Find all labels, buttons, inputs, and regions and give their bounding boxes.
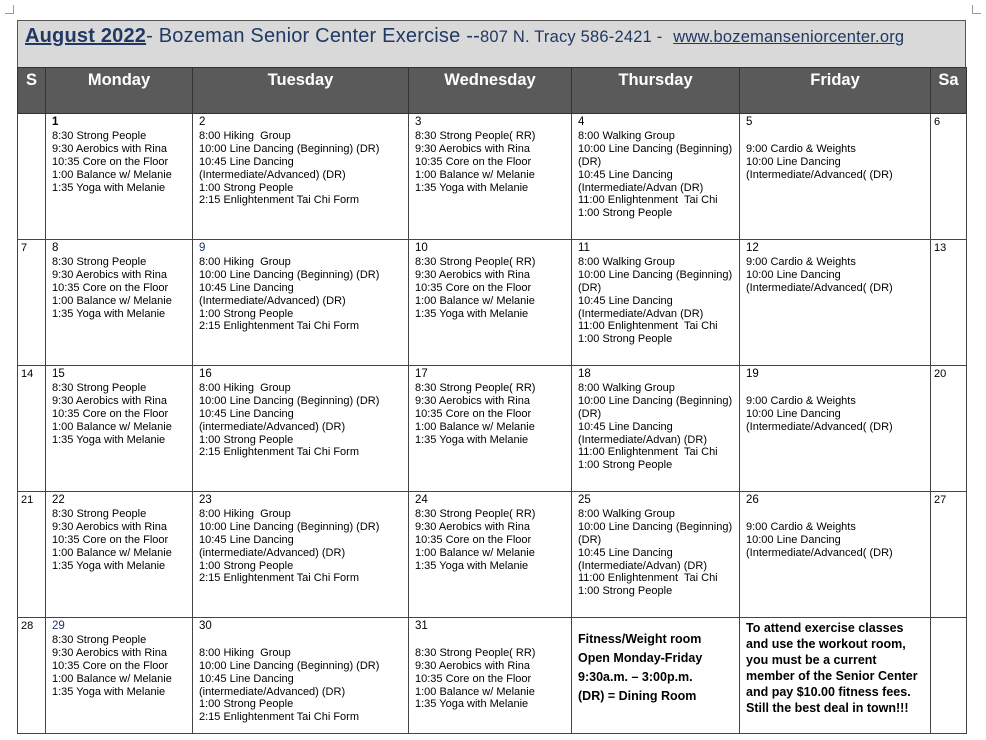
day-cell [193, 240, 409, 366]
class-entry: 8:30 Strong People( RR) [415, 381, 536, 394]
day-number: 31 [415, 620, 428, 632]
class-entry: 10:00 Line Dancing (Beginning) [578, 268, 733, 281]
class-entry: 8:00 Hiking Group [199, 129, 291, 142]
week-row [18, 114, 967, 240]
class-entry: 10:45 Line Dancing [199, 155, 294, 168]
day-number: 2 [199, 116, 206, 128]
class-entry [199, 634, 404, 647]
class-entry: 11:00 Enlightenment Tai Chi [578, 320, 718, 333]
day-cell [572, 492, 740, 618]
day-number: 20 [934, 368, 947, 380]
class-entry: 1:00 Balance w/ Melanie [52, 294, 172, 307]
day-number: 12 [746, 242, 759, 254]
class-entry: 10:35 Core on the Floor [52, 407, 169, 420]
day-number: 22 [52, 494, 65, 506]
class-entry: 1:00 Strong People [199, 307, 294, 320]
class-entry: 9:30 Aerobics with Rina [415, 142, 530, 155]
title-month: August 2022 [25, 25, 147, 47]
note-line: Fitness/Weight room [578, 632, 702, 646]
class-entry: 1:35 Yoga with Melanie [52, 307, 166, 320]
day-number: 4 [578, 116, 585, 128]
class-entry: 10:45 Line Dancing [578, 168, 673, 181]
header-sunday: S [18, 68, 46, 114]
class-entry: 10:45 Line Dancing [578, 546, 673, 559]
class-entry: 1:00 Balance w/ Melanie [415, 420, 535, 433]
day-number: 6 [934, 116, 941, 128]
class-entry: 1:35 Yoga with Melanie [415, 433, 529, 446]
class-entry: (DR) [578, 155, 602, 168]
class-entry: 1:00 Balance w/ Melanie [52, 420, 172, 433]
class-entry: 8:30 Strong People( RR) [415, 129, 536, 142]
class-entry [746, 508, 926, 521]
class-entry: 1:35 Yoga with Melanie [52, 559, 166, 572]
class-entry: 1:00 Strong People [199, 181, 294, 194]
class-entry: 10:00 Line Dancing [746, 407, 841, 420]
day-cell [409, 492, 572, 618]
class-entry: 8:30 Strong People( RR) [415, 507, 536, 520]
class-entry: 9:00 Cardio & Weights [746, 142, 856, 155]
day-number: 19 [746, 368, 759, 380]
day-number: 7 [21, 242, 28, 254]
class-entry: 10:00 Line Dancing (Beginning) [578, 142, 733, 155]
class-entry: 9:30 Aerobics with Rina [52, 142, 167, 155]
class-entry: 10:00 Line Dancing (Beginning) (DR) [199, 659, 380, 672]
class-entry: 1:00 Strong People [578, 585, 673, 598]
day-cell [18, 240, 46, 366]
day-number: 24 [415, 494, 428, 506]
class-entry: 8:00 Walking Group [578, 255, 675, 268]
note-line: (DR) = Dining Room [578, 689, 697, 703]
class-entry: 10:35 Core on the Floor [52, 659, 169, 672]
class-entry: 1:00 Strong People [199, 433, 294, 446]
day-number: 8 [52, 242, 59, 254]
class-entry: (DR) [578, 407, 602, 420]
day-cell [18, 366, 46, 492]
day-cell [931, 618, 967, 734]
class-entry: (Intermediate/Advanced( (DR) [746, 546, 893, 559]
class-entry: 10:35 Core on the Floor [415, 281, 532, 294]
class-entry: 8:30 Strong People [52, 381, 147, 394]
week-row [18, 366, 967, 492]
website-link[interactable]: www.bozemanseniorcenter.org [673, 28, 905, 46]
day-cell [46, 492, 193, 618]
class-entry: 10:35 Core on the Floor [52, 533, 169, 546]
day-cell [931, 240, 967, 366]
class-entry: (intermediate/Advanced) (DR) [199, 685, 346, 698]
class-entry: (Intermediate/Advan) (DR) [578, 559, 707, 572]
membership-note-text: To attend exercise classes and use the workout room, you must be a current member of the Senior Center and pay $10.00 fitness fees. Still the best deal in town!!! [746, 621, 918, 715]
class-entry: 8:00 Walking Group [578, 507, 675, 520]
class-entry: 2:15 Enlightenment Tai Chi Form [199, 320, 359, 333]
class-entry: 10:35 Core on the Floor [415, 672, 532, 685]
day-cell [572, 240, 740, 366]
week-row [18, 240, 967, 366]
header-monday: Monday [46, 68, 193, 114]
day-cell [46, 366, 193, 492]
class-entry: 8:30 Strong People( RR) [415, 646, 536, 659]
class-entry: 2:15 Enlightenment Tai Chi Form [199, 194, 359, 207]
day-number: 26 [746, 494, 759, 506]
day-cell [193, 114, 409, 240]
day-cell [931, 492, 967, 618]
page-corner-mark [5, 5, 14, 14]
class-entry: 1:00 Balance w/ Melanie [52, 546, 172, 559]
header-tuesday: Tuesday [193, 68, 409, 114]
class-entry: 11:00 Enlightenment Tai Chi [578, 194, 718, 207]
class-entry: 10:45 Line Dancing [199, 672, 294, 685]
class-entry: 8:00 Hiking Group [199, 646, 291, 659]
class-entry: 1:35 Yoga with Melanie [415, 698, 529, 711]
class-entry [746, 382, 926, 395]
class-entry: 9:30 Aerobics with Rina [52, 520, 167, 533]
day-number: 28 [21, 620, 34, 632]
membership-note [740, 618, 931, 734]
class-entry: 10:00 Line Dancing (Beginning) (DR) [199, 142, 380, 155]
header-thursday: Thursday [572, 68, 740, 114]
day-cell [18, 114, 46, 240]
class-entry: 9:30 Aerobics with Rina [52, 646, 167, 659]
class-entry: 10:00 Line Dancing [746, 155, 841, 168]
week-row [18, 492, 967, 618]
class-entry: 10:00 Line Dancing (Beginning) (DR) [199, 520, 380, 533]
class-entry: 1:00 Balance w/ Melanie [415, 294, 535, 307]
class-entry: 1:00 Strong People [578, 333, 673, 346]
day-number: 1 [52, 116, 59, 128]
weekday-header-row [18, 68, 967, 114]
week-row [18, 618, 967, 734]
class-entry: (Intermediate/Advan (DR) [578, 181, 704, 194]
class-entry: (Intermediate/Advanced( (DR) [746, 281, 893, 294]
class-entry: 1:00 Strong People [199, 559, 294, 572]
day-cell [740, 366, 931, 492]
class-entry: (Intermediate/Advan (DR) [578, 307, 704, 320]
class-entry: 1:00 Balance w/ Melanie [52, 672, 172, 685]
class-entry: 10:45 Line Dancing [199, 407, 294, 420]
day-number: 10 [415, 242, 428, 254]
class-entry: 8:30 Strong People [52, 633, 147, 646]
day-cell [931, 366, 967, 492]
class-entry: 2:15 Enlightenment Tai Chi Form [199, 572, 359, 585]
class-entry: 8:30 Strong People( RR) [415, 255, 536, 268]
page-corner-mark [972, 5, 981, 14]
day-cell [18, 492, 46, 618]
class-entry: 1:35 Yoga with Melanie [52, 685, 166, 698]
class-entry: 10:00 Line Dancing [746, 533, 841, 546]
class-entry: 2:15 Enlightenment Tai Chi Form [199, 446, 359, 459]
title-address-phone: 807 N. Tracy 586-2421 - [479, 28, 668, 46]
class-entry: 1:35 Yoga with Melanie [415, 307, 529, 320]
day-cell [193, 366, 409, 492]
day-number: 9 [199, 242, 206, 254]
day-number: 15 [52, 368, 65, 380]
header-saturday: Sa [931, 68, 967, 114]
note-line: 9:30a.m. – 3:00p.m. [578, 670, 693, 684]
day-number: 13 [934, 242, 947, 254]
class-entry: 1:00 Strong People [578, 459, 673, 472]
day-number: 5 [746, 116, 753, 128]
day-number: 30 [199, 620, 212, 632]
class-entry: 9:30 Aerobics with Rina [415, 394, 530, 407]
class-entry: 9:30 Aerobics with Rina [415, 268, 530, 281]
page-title [25, 25, 904, 48]
day-cell [46, 114, 193, 240]
day-cell [409, 114, 572, 240]
day-cell [18, 618, 46, 734]
class-entry: 1:00 Strong People [199, 698, 294, 711]
class-entry: (intermediate/Advanced) (DR) [199, 546, 346, 559]
class-entry: (Intermediate/Advanced( (DR) [746, 420, 893, 433]
day-number: 17 [415, 368, 428, 380]
class-entry: 10:35 Core on the Floor [52, 155, 169, 168]
class-entry: 1:35 Yoga with Melanie [415, 181, 529, 194]
header-friday: Friday [740, 68, 931, 114]
day-cell [409, 618, 572, 734]
class-entry: 11:00 Enlightenment Tai Chi [578, 446, 718, 459]
class-entry: 10:00 Line Dancing (Beginning) (DR) [199, 394, 380, 407]
class-entry: (Intermediate/Advan) (DR) [578, 433, 707, 446]
day-number: 21 [21, 494, 34, 506]
class-entry: 11:00 Enlightenment Tai Chi [578, 572, 718, 585]
day-cell [46, 240, 193, 366]
class-entry: 10:45 Line Dancing [578, 294, 673, 307]
calendar-grid [17, 67, 967, 734]
class-entry: 10:00 Line Dancing [746, 268, 841, 281]
day-number: 3 [415, 116, 422, 128]
class-entry: 10:35 Core on the Floor [52, 281, 169, 294]
class-entry: 1:00 Strong People [578, 207, 673, 220]
fitness-room-note [572, 618, 740, 734]
day-number: 14 [21, 368, 34, 380]
class-entry: 9:00 Cardio & Weights [746, 394, 856, 407]
class-entry: 1:35 Yoga with Melanie [52, 433, 166, 446]
day-cell [740, 492, 931, 618]
class-entry: 9:30 Aerobics with Rina [415, 659, 530, 672]
class-entry: 8:30 Strong People [52, 507, 147, 520]
class-entry: 1:00 Balance w/ Melanie [415, 546, 535, 559]
class-entry: 1:35 Yoga with Melanie [52, 181, 166, 194]
class-entry: 8:00 Hiking Group [199, 255, 291, 268]
class-entry: (intermediate/Advanced) (DR) [199, 420, 346, 433]
class-entry: 1:00 Balance w/ Melanie [52, 168, 172, 181]
day-number: 18 [578, 368, 591, 380]
class-entry: 8:00 Hiking Group [199, 381, 291, 394]
class-entry: 10:35 Core on the Floor [415, 407, 532, 420]
class-entry: 10:35 Core on the Floor [415, 155, 532, 168]
class-entry: 10:00 Line Dancing (Beginning) [578, 394, 733, 407]
class-entry: 10:45 Line Dancing [199, 281, 294, 294]
class-entry: 9:30 Aerobics with Rina [52, 268, 167, 281]
day-cell [740, 240, 931, 366]
class-entry [746, 130, 926, 143]
class-entry: (Intermediate/Advanced( (DR) [746, 168, 893, 181]
class-entry: 10:45 Line Dancing [199, 533, 294, 546]
day-cell [931, 114, 967, 240]
class-entry: 10:00 Line Dancing (Beginning) [578, 520, 733, 533]
class-entry: 1:35 Yoga with Melanie [415, 559, 529, 572]
class-entry: 9:00 Cardio & Weights [746, 520, 856, 533]
note-line: Open Monday-Friday [578, 651, 703, 665]
class-entry: (DR) [578, 281, 602, 294]
class-entry: 1:00 Balance w/ Melanie [415, 168, 535, 181]
class-entry: 10:45 Line Dancing [578, 420, 673, 433]
day-number: 16 [199, 368, 212, 380]
title-bar [17, 20, 966, 68]
day-cell [46, 618, 193, 734]
day-number: 29 [52, 620, 65, 632]
title-center: - Bozeman Senior Center Exercise -- [146, 25, 480, 47]
day-number: 11 [578, 242, 590, 254]
class-entry: (Intermediate/Advanced) (DR) [199, 168, 346, 181]
day-cell [572, 366, 740, 492]
class-entry: 8:00 Walking Group [578, 381, 675, 394]
day-number: 23 [199, 494, 212, 506]
class-entry: 10:35 Core on the Floor [415, 533, 532, 546]
day-cell [193, 492, 409, 618]
day-cell [409, 240, 572, 366]
class-entry: 9:00 Cardio & Weights [746, 255, 856, 268]
day-number: 27 [934, 494, 947, 506]
class-entry [415, 634, 567, 647]
class-entry: 8:30 Strong People [52, 129, 147, 142]
class-entry: 9:30 Aerobics with Rina [52, 394, 167, 407]
class-entry: 2:15 Enlightenment Tai Chi Form [199, 711, 359, 724]
day-number: 25 [578, 494, 591, 506]
class-entry: 1:00 Balance w/ Melanie [415, 685, 535, 698]
day-cell [409, 366, 572, 492]
class-entry: (DR) [578, 533, 602, 546]
class-entry: 10:00 Line Dancing (Beginning) (DR) [199, 268, 380, 281]
day-cell [572, 114, 740, 240]
class-entry: 9:30 Aerobics with Rina [415, 520, 530, 533]
class-entry: (Intermediate/Advanced) (DR) [199, 294, 346, 307]
class-entry: 8:30 Strong People [52, 255, 147, 268]
header-wednesday: Wednesday [409, 68, 572, 114]
class-entry: 8:00 Hiking Group [199, 507, 291, 520]
day-cell [740, 114, 931, 240]
class-entry: 8:00 Walking Group [578, 129, 675, 142]
day-cell [193, 618, 409, 734]
